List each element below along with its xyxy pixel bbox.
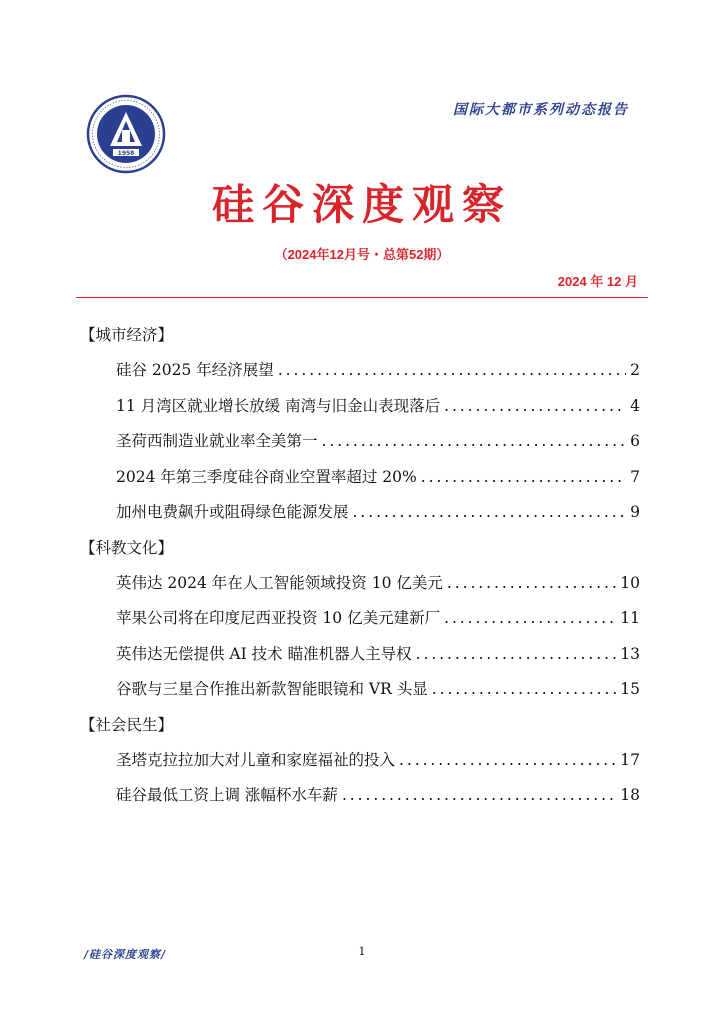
logo-year: 1958 [117,150,135,157]
leader-dots [444,389,626,425]
issue-number: （2024年12月号・总第52期） [274,247,450,262]
leader-dots [342,778,616,814]
leader-dots [421,460,626,496]
toc-entry-page: 7 [630,467,640,486]
toc-entry-title: 硅谷 2025 年经济展望 [116,361,274,379]
toc-entry-title: 圣塔克拉拉加大对儿童和家庭福祉的投入 [116,750,396,769]
toc-entry-title: 2024 年第三季度硅谷商业空置率超过 20% [116,467,417,486]
toc-section-heading: 【社会民生】 [80,715,174,734]
page-number: 1 [358,945,366,958]
toc-entry[interactable] [116,743,640,779]
series-label: 国际大都市系列动态报告 [453,102,629,118]
toc-entry-title: 加州电费飙升或阻碍绿色能源发展 [116,503,349,521]
toc-entry[interactable] [116,672,640,708]
toc-entry-title: 谷歌与三星合作推出新款智能眼镜和 VR 头显 [116,680,428,698]
leader-dots [432,672,617,708]
seal-icon [86,94,166,174]
toc-entry-title: 圣荷西制造业就业率全美第一 [116,432,318,450]
toc-entry[interactable] [116,566,640,602]
leader-dots [278,353,626,389]
leader-dots [444,601,616,637]
toc-entry-page: 11 [620,609,640,627]
table-of-contents [80,318,640,814]
toc-entry[interactable] [116,389,640,425]
leader-dots [353,495,627,531]
publication-date: 2024 年 12 月 [557,274,638,289]
toc-entry[interactable] [116,601,640,637]
toc-entry[interactable] [116,460,640,496]
institution-logo [86,94,166,174]
toc-entry-title: 硅谷最低工资上调 涨幅杯水车薪 [116,786,338,804]
page-title: 硅谷深度观察 [211,180,512,229]
header-divider [76,297,648,298]
toc-entry[interactable] [116,637,640,673]
toc-entry[interactable] [116,353,640,389]
toc-entry-title: 11 月湾区就业增长放缓 南湾与旧金山表现落后 [116,396,441,415]
toc-entry-page: 15 [620,680,640,698]
leader-dots [322,424,627,460]
toc-entry-title: 苹果公司将在印度尼西亚投资 10 亿美元建新厂 [116,609,441,627]
toc-entry-page: 6 [630,432,640,450]
toc-entry-page: 2 [630,361,640,379]
toc-entry[interactable] [116,424,640,460]
toc-entry[interactable] [116,495,640,531]
toc-entry-page: 17 [620,750,640,769]
toc-entry[interactable] [116,778,640,814]
toc-section-heading: 【城市经济】 [80,326,174,344]
leader-dots [416,637,617,673]
toc-entry-page: 13 [620,644,640,663]
toc-section-heading: 【科教文化】 [80,538,174,557]
toc-entry-title: 英伟达无偿提供 AI 技术 瞄准机器人主导权 [116,644,412,663]
toc-entry-page: 18 [620,786,640,804]
toc-entry-page: 10 [620,573,640,592]
leader-dots [399,743,616,779]
footer-publication-name: /硅谷深度观察/ [84,948,167,961]
toc-entry-title: 英伟达 2024 年在人工智能领域投资 10 亿美元 [116,573,443,592]
toc-entry-page: 9 [630,503,640,521]
toc-entry-page: 4 [630,396,640,415]
leader-dots [447,566,616,602]
